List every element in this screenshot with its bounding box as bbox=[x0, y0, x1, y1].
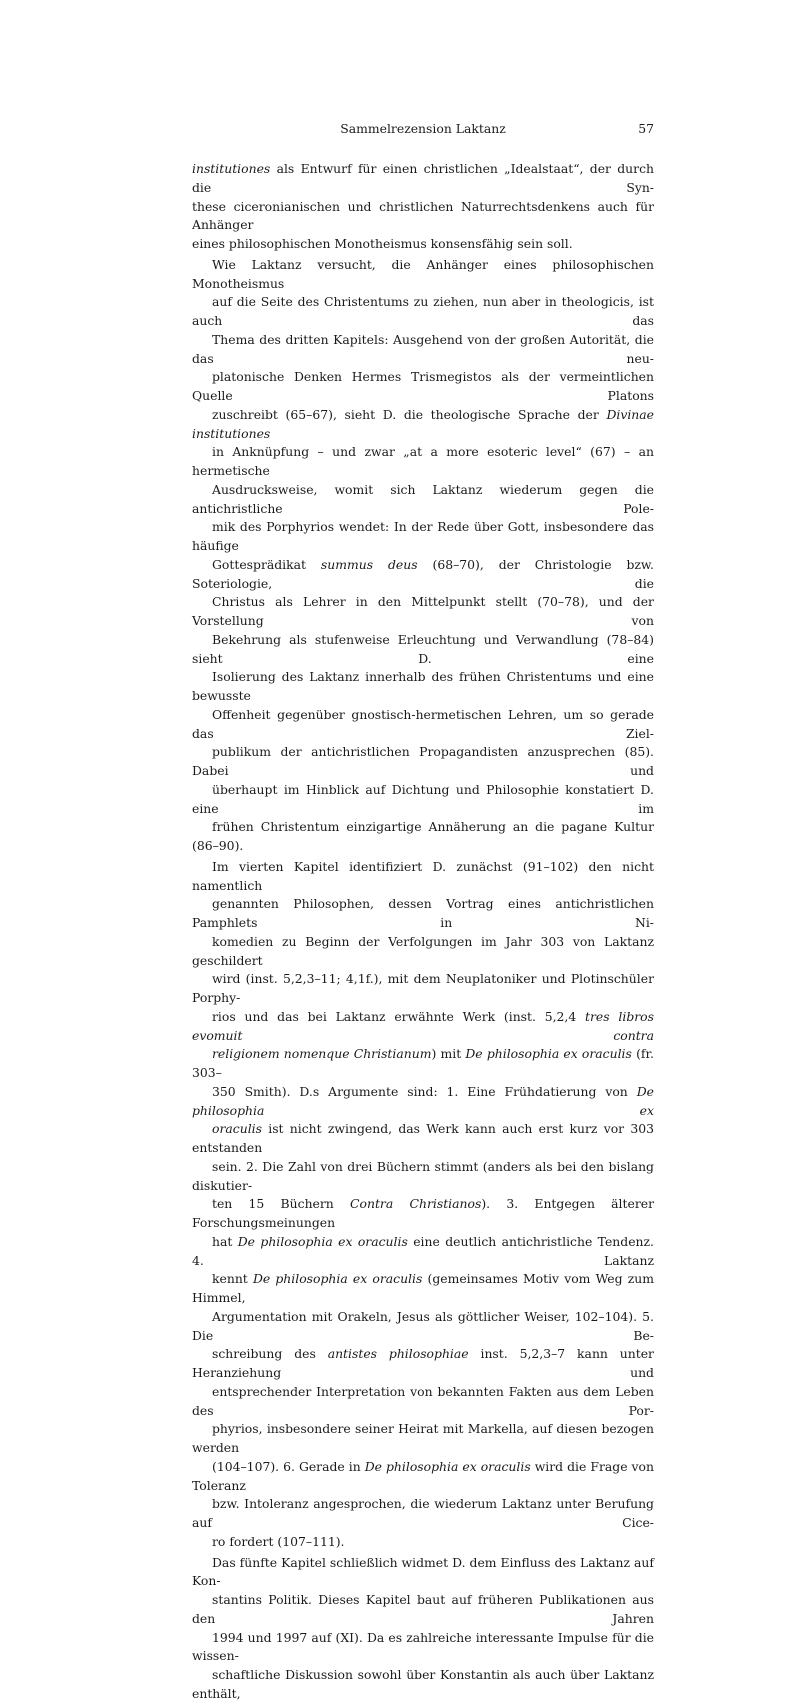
text-line bbox=[192, 970, 654, 1008]
text-line bbox=[192, 593, 654, 631]
text-run: schaftliche Diskussion sowohl über Konstantin als auch über Laktanz enthält, bbox=[192, 1667, 654, 1701]
text-line bbox=[192, 1629, 654, 1667]
text-run: ). 3. Entgegen älterer Forschungsmeinungen bbox=[192, 1196, 655, 1230]
italic-title: De philosophia ex oraculis bbox=[252, 1271, 423, 1287]
text-run: stantins Politik. Dieses Kapitel baut auf früheren Publikationen aus den Jahren bbox=[192, 1592, 654, 1626]
text-line bbox=[192, 858, 654, 896]
body-text bbox=[192, 160, 654, 1704]
text-line bbox=[192, 1666, 654, 1704]
text-line bbox=[192, 556, 654, 594]
text-run: überhaupt im Hinblick auf Dichtung und Philosophie konstatiert D. eine im bbox=[192, 781, 654, 816]
italic-title: De philosophia ex oraculis bbox=[364, 1458, 531, 1474]
text-run: Isolierung des Laktanz innerhalb des frühen Christentums und eine bewusste bbox=[192, 669, 654, 703]
text-run: rios und das bei Laktanz erwähnte Werk (inst. 5,2,4 bbox=[212, 1008, 586, 1024]
text-line bbox=[192, 1591, 654, 1629]
text-line bbox=[192, 256, 654, 294]
text-run: Christus als Lehrer in den Mittelpunkt stellt (70–78), und der Vorstellung von bbox=[192, 594, 654, 628]
text-run: schreibung des bbox=[212, 1346, 328, 1362]
text-line bbox=[192, 198, 654, 236]
text-line bbox=[192, 443, 654, 481]
text-run: inst. 5,2,3–7 kann unter Heranziehung und bbox=[192, 1346, 654, 1380]
text-line bbox=[192, 631, 654, 669]
italic-title: institutiones bbox=[192, 161, 271, 176]
text-run: frühen Christentum einzigartige Annäherung an die pagane Kultur (86–90). bbox=[192, 819, 654, 853]
text-line bbox=[192, 1308, 654, 1346]
text-run: Das fünfte Kapitel schließlich widmet D. dem Einfluss des Laktanz auf Kon- bbox=[192, 1554, 654, 1589]
italic-title: Contra Christianos bbox=[350, 1196, 482, 1212]
text-line bbox=[192, 481, 654, 519]
paragraph bbox=[192, 256, 654, 856]
paragraph bbox=[192, 1554, 654, 1704]
text-line bbox=[192, 1495, 654, 1533]
text-run: ten 15 Büchern bbox=[212, 1196, 351, 1212]
text-line bbox=[192, 1383, 654, 1421]
text-line bbox=[192, 781, 654, 819]
text-run: (gemeinsames Motiv vom Weg zum Himmel, bbox=[192, 1271, 654, 1305]
italic-title: summus deus bbox=[320, 556, 418, 572]
text-run: publikum der antichristlichen Propagandisten anzusprechen (85). Dabei und bbox=[192, 744, 654, 778]
italic-title: De philosophia ex oraculis bbox=[465, 1046, 632, 1062]
text-run: bzw. Intoleranz angesprochen, die wiederum Laktanz unter Berufung auf Cice- bbox=[192, 1496, 654, 1530]
text-run: Im vierten Kapitel identifiziert D. zunächst (91–102) den nicht namentlich bbox=[192, 858, 654, 893]
text-line bbox=[192, 1195, 654, 1233]
text-run: mik des Porphyrios wendet: In der Rede über Gott, insbesondere das häufige bbox=[192, 519, 654, 553]
text-run: ro fordert (107–111). bbox=[212, 1533, 345, 1549]
text-run: Argumentation mit Orakeln, Jesus als göttlicher Weiser, 102–104). 5. Die Be- bbox=[192, 1308, 654, 1343]
text-line bbox=[192, 743, 654, 781]
text-run: hat bbox=[212, 1233, 238, 1249]
text-run: kennt bbox=[212, 1271, 253, 1287]
italic-title: religionem nomenque Christianum bbox=[212, 1046, 432, 1062]
text-run: entsprechender Interpretation von bekannten Fakten aus dem Leben des Por- bbox=[192, 1383, 654, 1418]
text-line bbox=[192, 1533, 654, 1552]
text-run: (104–107). 6. Gerade in bbox=[212, 1458, 365, 1474]
text-run: ) mit bbox=[431, 1046, 466, 1062]
text-run: sein. 2. Die Zahl von drei Büchern stimmt (anders als bei den bislang diskutier- bbox=[192, 1158, 654, 1193]
italic-title: De philosophia ex oraculis bbox=[237, 1233, 408, 1249]
text-run: eines philosophischen Monotheismus konsensfähig sein soll. bbox=[192, 236, 573, 251]
text-line bbox=[192, 1008, 654, 1046]
text-run: (fr. 303– bbox=[192, 1046, 654, 1080]
text-run: als Entwurf für einen christlichen „Idealstaat“, der durch die Syn- bbox=[192, 161, 654, 195]
text-line bbox=[192, 1083, 654, 1121]
text-run: wird die Frage von Toleranz bbox=[192, 1458, 654, 1493]
text-run: phyrios, insbesondere seiner Heirat mit Markella, auf diesen bezogen werden bbox=[192, 1421, 654, 1455]
text-run: genannten Philosophen, dessen Vortrag eines antichristlichen Pamphlets in Ni- bbox=[192, 896, 654, 930]
text-run: 1994 und 1997 auf (XI). Da es zahlreiche interessante Impulse für die wissen- bbox=[192, 1629, 654, 1664]
text-line bbox=[192, 1270, 654, 1308]
text-line bbox=[192, 368, 654, 406]
text-line bbox=[192, 706, 654, 744]
text-line bbox=[192, 293, 654, 331]
text-line bbox=[192, 933, 654, 971]
italic-title: Divinae institutiones bbox=[192, 406, 654, 441]
text-run: Gottesprädikat bbox=[212, 556, 321, 572]
text-line bbox=[192, 1458, 654, 1496]
paragraph bbox=[192, 858, 654, 1552]
text-line bbox=[192, 895, 654, 933]
paragraph bbox=[192, 160, 654, 254]
text-line bbox=[192, 1120, 654, 1158]
document-page bbox=[192, 118, 654, 1704]
text-line bbox=[192, 1554, 654, 1592]
text-line bbox=[192, 331, 654, 369]
text-line bbox=[192, 1045, 654, 1083]
text-line bbox=[192, 518, 654, 556]
text-run: platonische Denken Hermes Trismegistos als der vermeintlichen Quelle Platons bbox=[192, 369, 654, 403]
text-run: eine deutlich antichristliche Tendenz. 4. Laktanz bbox=[192, 1233, 654, 1268]
text-line bbox=[192, 1158, 654, 1196]
text-line bbox=[192, 668, 654, 706]
page-number: 57 bbox=[638, 121, 654, 136]
text-run: Ausdrucksweise, womit sich Laktanz wiederum gegen die antichristliche Pole- bbox=[192, 481, 654, 516]
text-line bbox=[192, 235, 654, 254]
text-run: zuschreibt (65–67), sieht D. die theologische Sprache der bbox=[212, 406, 607, 422]
text-run: auf die Seite des Christentums zu ziehen, nun aber in theologicis, ist auch das bbox=[192, 294, 654, 328]
text-line bbox=[192, 1345, 654, 1383]
text-run: in Anknüpfung – und zwar „at a more esoteric level“ (67) – an hermetische bbox=[192, 444, 654, 478]
text-run: wird (inst. 5,2,3–11; 4,1f.), mit dem Neuplatoniker und Plotinschüler Porphy- bbox=[192, 971, 654, 1005]
text-line bbox=[192, 818, 654, 856]
text-run: Offenheit gegenüber gnostisch-hermetischen Lehren, um so gerade das Ziel- bbox=[192, 706, 654, 741]
italic-title: tres libros evomuit contra bbox=[192, 1008, 654, 1043]
text-run: these ciceronianischen und christlichen Naturrechtsdenkens auch für Anhänger bbox=[192, 198, 654, 233]
italic-title: De philosophia ex bbox=[192, 1083, 654, 1118]
text-line bbox=[192, 160, 654, 198]
italic-title: antistes philosophiae bbox=[327, 1346, 469, 1362]
text-run: ist nicht zwingend, das Werk kann auch erst kurz vor 303 entstanden bbox=[192, 1121, 654, 1155]
text-run: Bekehrung als stufenweise Erleuchtung und Verwandlung (78–84) sieht D. eine bbox=[192, 631, 654, 666]
running-title: Sammelrezension Laktanz bbox=[340, 121, 506, 136]
text-line bbox=[192, 1420, 654, 1458]
text-run: Wie Laktanz versucht, die Anhänger eines philosophischen Monotheismus bbox=[192, 256, 654, 291]
text-run: 350 Smith). D.s Argumente sind: 1. Eine Frühdatierung von bbox=[212, 1083, 637, 1099]
italic-title: oraculis bbox=[212, 1121, 262, 1137]
text-run: komedien zu Beginn der Verfolgungen im Jahr 303 von Laktanz geschildert bbox=[192, 933, 654, 968]
text-run: Thema des dritten Kapitels: Ausgehend von der großen Autorität, die das neu- bbox=[192, 331, 654, 366]
running-header bbox=[192, 118, 654, 140]
text-run: (68–70), der Christologie bzw. Soteriologie, die bbox=[192, 556, 655, 591]
text-line bbox=[192, 406, 654, 444]
text-line bbox=[192, 1233, 654, 1271]
